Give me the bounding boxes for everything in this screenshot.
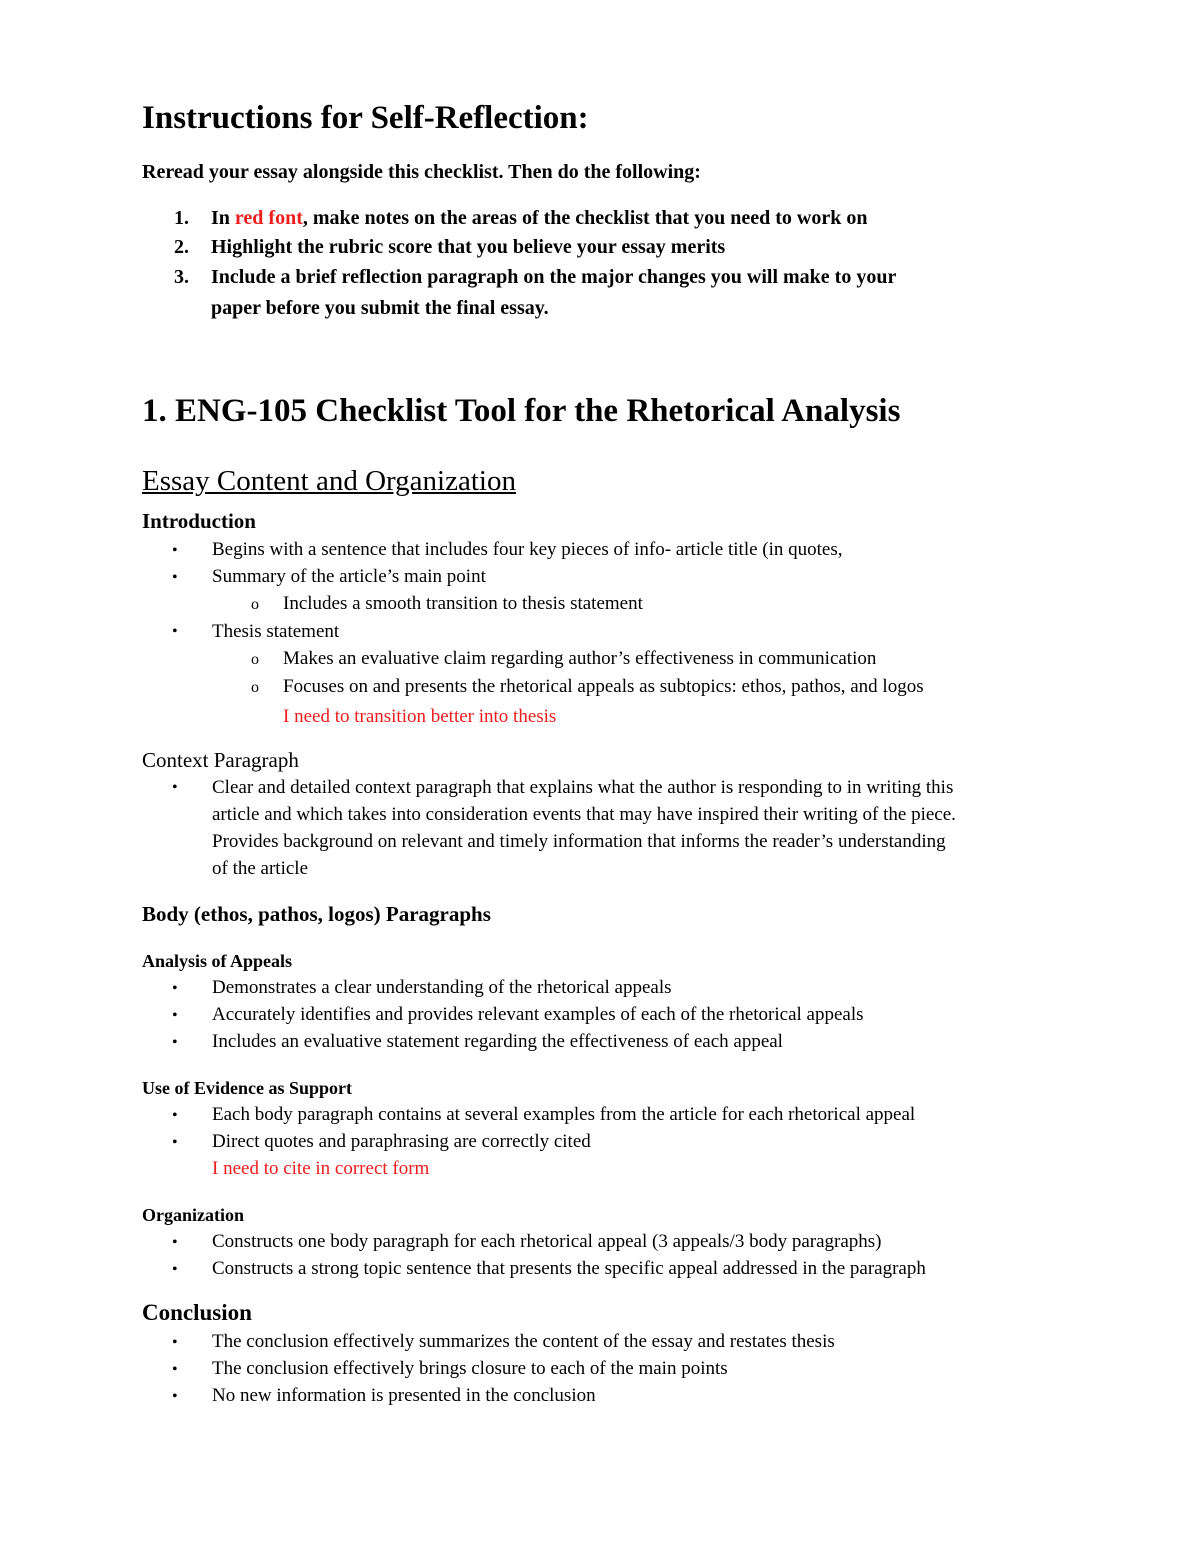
list-item: Begins with a sentence that includes four key pieces of info- article title (in quotes, xyxy=(212,539,843,560)
section-heading: Essay Content and Organization xyxy=(142,465,516,497)
sub-bullet-icon: o xyxy=(251,679,259,696)
list-item: Accurately identifies and provides relevant examples of each of the rhetorical appeals xyxy=(212,1004,864,1025)
checklist-title: 1. ENG-105 Checklist Tool for the Rhetorical Analysis xyxy=(142,393,901,429)
sub-list-item: Includes a smooth transition to thesis statement xyxy=(283,593,643,614)
list-item: No new information is presented in the conclusion xyxy=(212,1385,596,1406)
sub-bullet-icon: o xyxy=(251,596,259,613)
step-text: Highlight the rubric score that you believe your essay merits xyxy=(211,236,726,258)
instructions-intro: Reread your essay alongside this checklist. Then do the following: xyxy=(142,161,701,183)
step-number: 2. xyxy=(174,236,189,258)
bullet-icon: • xyxy=(172,1234,178,1251)
bullet-icon: • xyxy=(172,569,178,586)
sub-list-item: Makes an evaluative claim regarding author’s effectiveness in communication xyxy=(283,648,877,669)
evidence-heading: Use of Evidence as Support xyxy=(142,1078,353,1098)
list-item: Includes an evaluative statement regarding the effectiveness of each appeal xyxy=(212,1031,783,1052)
organization-heading: Organization xyxy=(142,1205,244,1225)
bullet-icon: • xyxy=(172,1007,178,1024)
step-text: Include a brief reflection paragraph on the major changes you will make to your xyxy=(211,266,897,288)
list-item: Each body paragraph contains at several examples from the article for each rhetorical appeal xyxy=(212,1104,916,1125)
list-item: Thesis statement xyxy=(212,621,340,642)
step-text-prefix: In xyxy=(211,207,235,229)
list-item: The conclusion effectively summarizes the content of the essay and restates thesis xyxy=(212,1331,835,1352)
instructions-title: Instructions for Self-Reflection: xyxy=(142,100,589,136)
red-note: I need to transition better into thesis xyxy=(283,706,557,727)
bullet-icon: • xyxy=(172,1034,178,1051)
context-heading: Context Paragraph xyxy=(142,748,299,772)
bullet-icon: • xyxy=(172,1334,178,1351)
red-font-text: red font xyxy=(234,207,303,229)
bullet-icon: • xyxy=(172,623,178,640)
body-heading: Body (ethos, pathos, logos) Paragraphs xyxy=(142,902,491,926)
list-item: Constructs one body paragraph for each rhetorical appeal (3 appeals/3 body paragraphs) xyxy=(212,1231,882,1252)
introduction-heading: Introduction xyxy=(142,509,256,533)
conclusion-heading: Conclusion xyxy=(142,1300,252,1325)
bullet-icon: • xyxy=(172,1388,178,1405)
step-text-continued: paper before you submit the final essay. xyxy=(211,297,549,319)
bullet-icon: • xyxy=(172,779,178,796)
bullet-icon: • xyxy=(172,1134,178,1151)
list-item: The conclusion effectively brings closure to each of the main points xyxy=(212,1358,728,1379)
red-note: I need to cite in correct form xyxy=(212,1158,430,1179)
analysis-heading: Analysis of Appeals xyxy=(142,951,293,971)
sub-list-item: Focuses on and presents the rhetorical appeals as subtopics: ethos, pathos, and logos xyxy=(283,676,924,697)
bullet-icon: • xyxy=(172,542,178,559)
bullet-icon: • xyxy=(172,1107,178,1124)
bullet-icon: • xyxy=(172,980,178,997)
bullet-icon: • xyxy=(172,1261,178,1278)
list-item: Summary of the article’s main point xyxy=(212,566,486,587)
step-number: 3. xyxy=(174,266,189,288)
bullet-icon: • xyxy=(172,1361,178,1378)
context-line: Provides background on relevant and timely information that informs the reader’s understanding xyxy=(212,831,946,852)
context-line: of the article xyxy=(212,858,309,879)
sub-bullet-icon: o xyxy=(251,651,259,668)
list-item: Constructs a strong topic sentence that presents the specific appeal addressed in the paragraph xyxy=(212,1258,926,1279)
list-item: Direct quotes and paraphrasing are correctly cited xyxy=(212,1131,591,1152)
context-line: article and which takes into consideration events that may have inspired their writing of the piece. xyxy=(212,804,956,825)
step-number: 1. xyxy=(174,207,189,229)
context-line: Clear and detailed context paragraph that explains what the author is responding to in writing this xyxy=(212,777,954,798)
step-text xyxy=(211,207,867,230)
list-item: Demonstrates a clear understanding of the rhetorical appeals xyxy=(212,977,672,998)
step-text-rest: , make notes on the areas of the checklist that you need to work on xyxy=(302,207,868,229)
